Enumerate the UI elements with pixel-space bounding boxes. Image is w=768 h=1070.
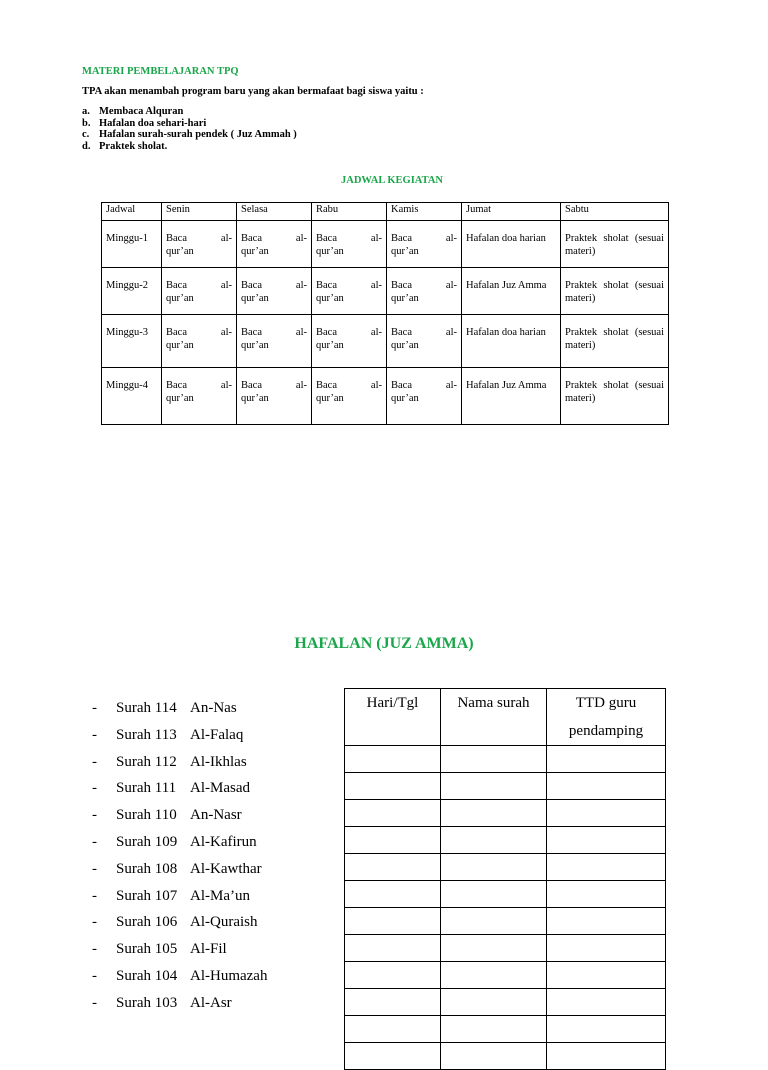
- surah-name: Al-Masad: [190, 780, 250, 797]
- week-cell: Minggu-2: [102, 268, 162, 315]
- empty-cell: [547, 827, 666, 854]
- baca-cell: [237, 315, 312, 368]
- baca-line: [166, 233, 232, 246]
- surah-name: An-Nas: [190, 700, 237, 716]
- empty-cell: [345, 746, 441, 773]
- empty-cell: [547, 908, 666, 935]
- empty-cell: [547, 1016, 666, 1043]
- list-marker: a.: [82, 106, 90, 117]
- baca-word: al-: [220, 233, 232, 244]
- empty-cell: [547, 935, 666, 962]
- table-row: [345, 962, 666, 989]
- baca-word: Baca: [391, 327, 412, 338]
- surah-name: Al-Kawthar: [190, 860, 262, 877]
- column-header: Rabu: [312, 203, 387, 221]
- list-item: [92, 965, 267, 992]
- table-row: [345, 881, 666, 908]
- baca-line: [391, 327, 457, 340]
- baca-word: Baca: [166, 280, 187, 291]
- baca-line: [241, 380, 307, 393]
- surah-number: Surah 113: [116, 726, 177, 743]
- empty-cell: [345, 908, 441, 935]
- baca-line: [166, 327, 232, 340]
- column-header: Hari/Tgl: [345, 689, 441, 746]
- baca-word: qur’an: [391, 392, 419, 404]
- empty-cell: [441, 989, 547, 1016]
- table-row: [345, 800, 666, 827]
- list-item: [82, 129, 297, 141]
- surah-number: Surah 111: [116, 780, 177, 797]
- baca-cell: [237, 221, 312, 268]
- week-cell: Minggu-1: [102, 221, 162, 268]
- table-row: [102, 368, 669, 425]
- baca-word: qur’an: [316, 245, 344, 257]
- surah-name: Al-Fil: [190, 941, 227, 958]
- baca-cell: [387, 368, 462, 425]
- list-dash: -: [92, 941, 97, 958]
- sabtu-cell: Praktek sholat (sesuai materi): [561, 315, 669, 368]
- empty-cell: [547, 854, 666, 881]
- empty-cell: [345, 854, 441, 881]
- list-marker: d.: [82, 140, 91, 152]
- baca-word: Baca: [241, 233, 262, 244]
- list-item: [92, 885, 267, 912]
- empty-cell: [345, 1043, 441, 1070]
- baca-word: al-: [370, 280, 382, 291]
- table-row: [102, 221, 669, 268]
- baca-line: [391, 380, 457, 393]
- baca-word: Baca: [391, 233, 412, 244]
- baca-word: Baca: [316, 280, 337, 291]
- list-dash: -: [92, 726, 97, 743]
- baca-cell: [312, 315, 387, 368]
- table-row: [345, 746, 666, 773]
- empty-cell: [441, 800, 547, 827]
- baca-word: Baca: [391, 380, 412, 391]
- surah-name: Al-Ikhlas: [190, 753, 247, 770]
- column-header: Jumat: [462, 203, 561, 221]
- baca-word: qur’an: [316, 292, 344, 304]
- baca-cell: [237, 368, 312, 425]
- list-item: [92, 858, 267, 885]
- table-row: [345, 827, 666, 854]
- empty-cell: [441, 935, 547, 962]
- baca-line: [316, 380, 382, 393]
- empty-cell: [547, 989, 666, 1016]
- baca-cell: [162, 315, 237, 368]
- list-item: [82, 118, 297, 130]
- table-row: [345, 935, 666, 962]
- surah-name: Al-Ma’un: [190, 887, 250, 904]
- baca-word: qur’an: [241, 245, 269, 257]
- list-dash: -: [92, 860, 97, 877]
- empty-cell: [547, 800, 666, 827]
- baca-cell: [387, 268, 462, 315]
- list-item: [92, 938, 267, 965]
- baca-word: al-: [220, 327, 232, 338]
- list-marker: b.: [82, 117, 91, 129]
- jumat-cell: Hafalan doa harian: [462, 221, 561, 268]
- baca-word: qur’an: [166, 292, 194, 304]
- baca-cell: [162, 368, 237, 425]
- table-row: [345, 854, 666, 881]
- surah-number: Surah 104: [116, 967, 178, 984]
- surah-name: Al-Asr: [190, 994, 232, 1011]
- column-header: Kamis: [387, 203, 462, 221]
- baca-word: qur’an: [391, 245, 419, 257]
- baca-word: al-: [295, 380, 307, 391]
- empty-cell: [547, 773, 666, 800]
- empty-cell: [345, 800, 441, 827]
- baca-word: Baca: [241, 380, 262, 391]
- baca-cell: [162, 221, 237, 268]
- baca-word: qur’an: [241, 339, 269, 351]
- empty-cell: [345, 989, 441, 1016]
- empty-cell: [547, 746, 666, 773]
- baca-word: Baca: [391, 280, 412, 291]
- empty-cell: [547, 881, 666, 908]
- baca-line: [241, 280, 307, 293]
- table-row: [345, 1016, 666, 1043]
- baca-word: al-: [370, 233, 382, 244]
- baca-word: al-: [445, 380, 457, 391]
- table-row: [102, 268, 669, 315]
- list-dash: -: [92, 833, 97, 850]
- sabtu-cell: Praktek sholat (sesuai materi): [561, 268, 669, 315]
- list-marker: c.: [82, 129, 90, 140]
- list-item: [92, 992, 267, 1019]
- sabtu-cell: Praktek sholat (sesuai materi): [561, 368, 669, 425]
- baca-word: Baca: [316, 233, 337, 244]
- surah-number: Surah 110: [116, 807, 177, 824]
- baca-word: al-: [220, 280, 232, 291]
- list-dash: -: [92, 994, 97, 1011]
- baca-word: al-: [370, 327, 382, 338]
- baca-cell: [312, 221, 387, 268]
- surah-name: Al-Falaq: [190, 726, 244, 743]
- list-item: [92, 831, 267, 858]
- empty-cell: [441, 746, 547, 773]
- column-header: Jadwal: [102, 203, 162, 221]
- hafalan-title: HAFALAN (JUZ AMMA): [294, 635, 474, 652]
- baca-word: al-: [295, 280, 307, 291]
- baca-cell: [162, 268, 237, 315]
- surah-number: Surah 112: [116, 753, 177, 770]
- table-header-row: [102, 203, 669, 221]
- week-cell: Minggu-4: [102, 368, 162, 425]
- empty-cell: [441, 854, 547, 881]
- baca-word: qur’an: [166, 245, 194, 257]
- empty-cell: [441, 962, 547, 989]
- baca-word: Baca: [166, 233, 187, 244]
- empty-cell: [441, 773, 547, 800]
- sabtu-cell: Praktek sholat (sesuai materi): [561, 221, 669, 268]
- baca-word: qur’an: [391, 292, 419, 304]
- baca-line: [391, 280, 457, 293]
- surah-number: Surah 106: [116, 914, 178, 931]
- surah-number: Surah 107: [116, 887, 178, 904]
- surah-number: Surah 114: [116, 700, 177, 716]
- table-row: [102, 315, 669, 368]
- intro-text: TPA akan menambah program baru yang akan bermafaat bagi siswa yaitu :: [82, 86, 424, 97]
- table-row: [345, 773, 666, 800]
- list-dash: -: [92, 780, 97, 797]
- empty-cell: [441, 908, 547, 935]
- baca-cell: [387, 315, 462, 368]
- column-header: Senin: [162, 203, 237, 221]
- list-item: [92, 804, 267, 831]
- baca-word: Baca: [241, 327, 262, 338]
- baca-word: al-: [220, 380, 232, 391]
- empty-cell: [441, 881, 547, 908]
- baca-word: qur’an: [166, 339, 194, 351]
- column-header: Sabtu: [561, 203, 669, 221]
- week-cell: Minggu-3: [102, 315, 162, 368]
- jumat-cell: Hafalan Juz Amma: [462, 268, 561, 315]
- surah-name: An-Nasr: [190, 807, 242, 824]
- surah-name: Al-Quraish: [190, 914, 258, 931]
- list-item-text: Hafalan doa sehari-hari: [99, 117, 207, 129]
- list-dash: -: [92, 914, 97, 931]
- empty-cell: [345, 881, 441, 908]
- surah-number: Surah 105: [116, 941, 178, 958]
- column-header: Selasa: [237, 203, 312, 221]
- list-item-text: Membaca Alquran: [99, 106, 184, 117]
- jumat-cell: Hafalan doa harian: [462, 315, 561, 368]
- list-item-text: Praktek sholat.: [99, 140, 168, 152]
- empty-cell: [345, 1016, 441, 1043]
- baca-word: al-: [295, 327, 307, 338]
- empty-cell: [547, 962, 666, 989]
- empty-cell: [345, 773, 441, 800]
- baca-word: al-: [445, 233, 457, 244]
- table-row: [345, 1043, 666, 1070]
- table-header-row: [345, 689, 666, 746]
- baca-word: qur’an: [166, 392, 194, 404]
- column-header: TTD guru pendamping: [547, 689, 666, 746]
- jadwal-title: JADWAL KEGIATAN: [340, 175, 443, 186]
- baca-word: Baca: [241, 280, 262, 291]
- surah-name: Al-Kafirun: [190, 833, 257, 850]
- baca-line: [166, 280, 232, 293]
- baca-cell: [387, 221, 462, 268]
- hafalan-table: [344, 688, 666, 1070]
- baca-word: qur’an: [316, 392, 344, 404]
- jadwal-table: [101, 202, 669, 425]
- baca-word: Baca: [166, 380, 187, 391]
- baca-cell: [312, 268, 387, 315]
- baca-word: al-: [445, 327, 457, 338]
- list-item: [92, 751, 267, 778]
- list-item-text: Hafalan surah-surah pendek ( Juz Ammah ): [99, 129, 297, 140]
- baca-word: Baca: [316, 380, 337, 391]
- table-row: [345, 908, 666, 935]
- list-dash: -: [92, 700, 97, 716]
- baca-line: [316, 233, 382, 246]
- empty-cell: [441, 1043, 547, 1070]
- surah-list: [92, 697, 267, 1019]
- list-dash: -: [92, 967, 97, 984]
- surah-number: Surah 103: [116, 994, 178, 1011]
- baca-line: [316, 327, 382, 340]
- jumat-cell: Hafalan Juz Amma: [462, 368, 561, 425]
- baca-cell: [237, 268, 312, 315]
- list-item: [92, 777, 267, 804]
- baca-word: qur’an: [391, 339, 419, 351]
- empty-cell: [547, 1043, 666, 1070]
- list-item: [82, 141, 297, 153]
- list-item: [92, 911, 267, 938]
- baca-word: al-: [445, 280, 457, 291]
- baca-cell: [312, 368, 387, 425]
- baca-word: Baca: [166, 327, 187, 338]
- baca-word: Baca: [316, 327, 337, 338]
- empty-cell: [345, 935, 441, 962]
- materi-list: [82, 106, 297, 152]
- baca-line: [166, 380, 232, 393]
- surah-number: Surah 108: [116, 860, 178, 877]
- document-title: MATERI PEMBELAJARAN TPQ: [82, 66, 239, 77]
- column-header: Nama surah: [441, 689, 547, 746]
- empty-cell: [345, 827, 441, 854]
- list-dash: -: [92, 753, 97, 770]
- baca-word: qur’an: [241, 292, 269, 304]
- list-item: [92, 697, 267, 724]
- baca-line: [241, 233, 307, 246]
- surah-name: Al-Humazah: [190, 967, 268, 984]
- baca-word: qur’an: [316, 339, 344, 351]
- list-dash: -: [92, 807, 97, 824]
- list-item: [92, 724, 267, 751]
- baca-line: [241, 327, 307, 340]
- baca-word: al-: [370, 380, 382, 391]
- empty-cell: [441, 827, 547, 854]
- empty-cell: [441, 1016, 547, 1043]
- surah-number: Surah 109: [116, 833, 178, 850]
- empty-cell: [345, 962, 441, 989]
- list-dash: -: [92, 887, 97, 904]
- baca-line: [316, 280, 382, 293]
- baca-word: al-: [295, 233, 307, 244]
- baca-line: [391, 233, 457, 246]
- table-row: [345, 989, 666, 1016]
- list-item: [82, 106, 297, 118]
- baca-word: qur’an: [241, 392, 269, 404]
